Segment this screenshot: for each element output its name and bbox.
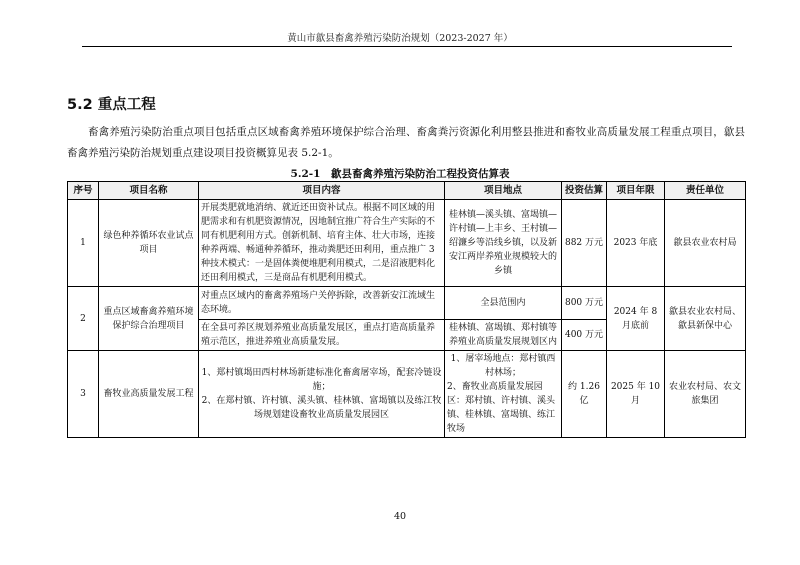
- project-name: 畜牧业高质量发展工程: [99, 351, 199, 438]
- project-location: 全县范围内: [445, 287, 562, 320]
- project-period: 2025 年 10 月: [607, 351, 665, 438]
- project-location: [445, 351, 562, 438]
- project-content: [199, 351, 445, 438]
- row-number: 1: [68, 200, 99, 287]
- investment-table: [67, 181, 746, 438]
- project-content: 在全县可养区规划养殖业高质量发展区，重点打造高质量养殖示范区，推进养殖业高质量发展。: [199, 320, 445, 351]
- investment-estimate: 882 万元: [562, 200, 607, 287]
- investment-estimate: 约 1.26 亿: [562, 351, 607, 438]
- project-name: 绿色种养循环农业试点项目: [99, 200, 199, 287]
- header-cell: 项目地点: [445, 182, 562, 200]
- location-item: 2、畜牧业高质量发展园区：郑村镇、许村镇、溪头镇、桂林镇、富堨镇、练江牧场: [447, 382, 556, 434]
- header-rule: [82, 46, 732, 47]
- responsible-unit: 农业农村局、农文旅集团: [665, 351, 746, 438]
- location-item: 1、屠宰场地点：郑村镇西村林场；: [450, 354, 556, 378]
- table-caption: 5.2-1 歙县畜禽养殖污染防治工程投资估算表: [290, 168, 510, 180]
- content-item: 2、在郑村镇、许村镇、溪头镇、桂林镇、富堨镇以及练江牧场规划建设畜牧业高质量发展园区: [201, 396, 442, 420]
- investment-estimate: 800 万元: [562, 287, 607, 320]
- table-row: [68, 287, 746, 320]
- running-header: 黄山市歙县畜禽养殖污染防治规划（2023-2027 年）: [287, 33, 513, 44]
- page-number: 40: [393, 511, 407, 522]
- header-cell: 投资估算: [562, 182, 607, 200]
- body-paragraph: 畜禽养殖污染防治重点项目包括重点区域畜禽养殖环境保护综合治理、畜禽粪污资源化利用整县推进和畜牧业高质量发展工程重点项目，歙县畜禽养殖污染防治规划重点建设项目投资概算见表 5.2-1。: [67, 126, 745, 159]
- project-period: 2024 年 8 月底前: [607, 287, 665, 351]
- header-cell: 项目内容: [199, 182, 445, 200]
- header-cell: 项目年限: [607, 182, 665, 200]
- row-number: 2: [68, 287, 99, 351]
- project-period: 2023 年底: [607, 200, 665, 287]
- responsible-unit: 歙县农业农村局、歙县新保中心: [665, 287, 746, 351]
- header-cell: 项目名称: [99, 182, 199, 200]
- table-row: [68, 200, 746, 287]
- project-content: 开展类肥就地消纳、就近还田资补试点。根据不同区域的用肥需求和有机肥资源情况，因地制宜推广符合生产实际的不同有机肥利用方式。创新机制、培育主体、壮大市场，连接种养两端、畅通种养循环，推动粪肥还田利用，重点推广 3 种技术模式：一是固体粪便堆肥利用模式，二是沼液肥料化还田利用模式，三是商品有机肥利用模式。: [199, 200, 445, 287]
- project-name: 重点区域畜禽养殖环境保护综合治理项目: [99, 287, 199, 351]
- header-cell: 责任单位: [665, 182, 746, 200]
- header-cell: 序号: [68, 182, 99, 200]
- responsible-unit: 歙县农业农村局: [665, 200, 746, 287]
- table-header-row: [68, 182, 746, 200]
- table-row: [68, 351, 746, 438]
- project-location: 桂林镇—溪头镇、富堨镇—许村镇—上丰乡、王村镇—绍濂乡等沿线乡镇，以及新安江两岸养殖业规模较大的乡镇: [445, 200, 562, 287]
- section-title: 5.2 重点工程: [67, 97, 156, 113]
- row-number: 3: [68, 351, 99, 438]
- project-location: 桂林镇、富堨镇、郑村镇等养殖业高质量发展规划区内: [445, 320, 562, 351]
- project-content: 对重点区域内的畜禽养殖场户关停拆除，改善新安江流域生态环境。: [199, 287, 445, 320]
- investment-estimate: 400 万元: [562, 320, 607, 351]
- content-item: 1、郑村镇堨田西村林场新建标准化畜禽屠宰场，配套冷链设施；: [201, 368, 442, 392]
